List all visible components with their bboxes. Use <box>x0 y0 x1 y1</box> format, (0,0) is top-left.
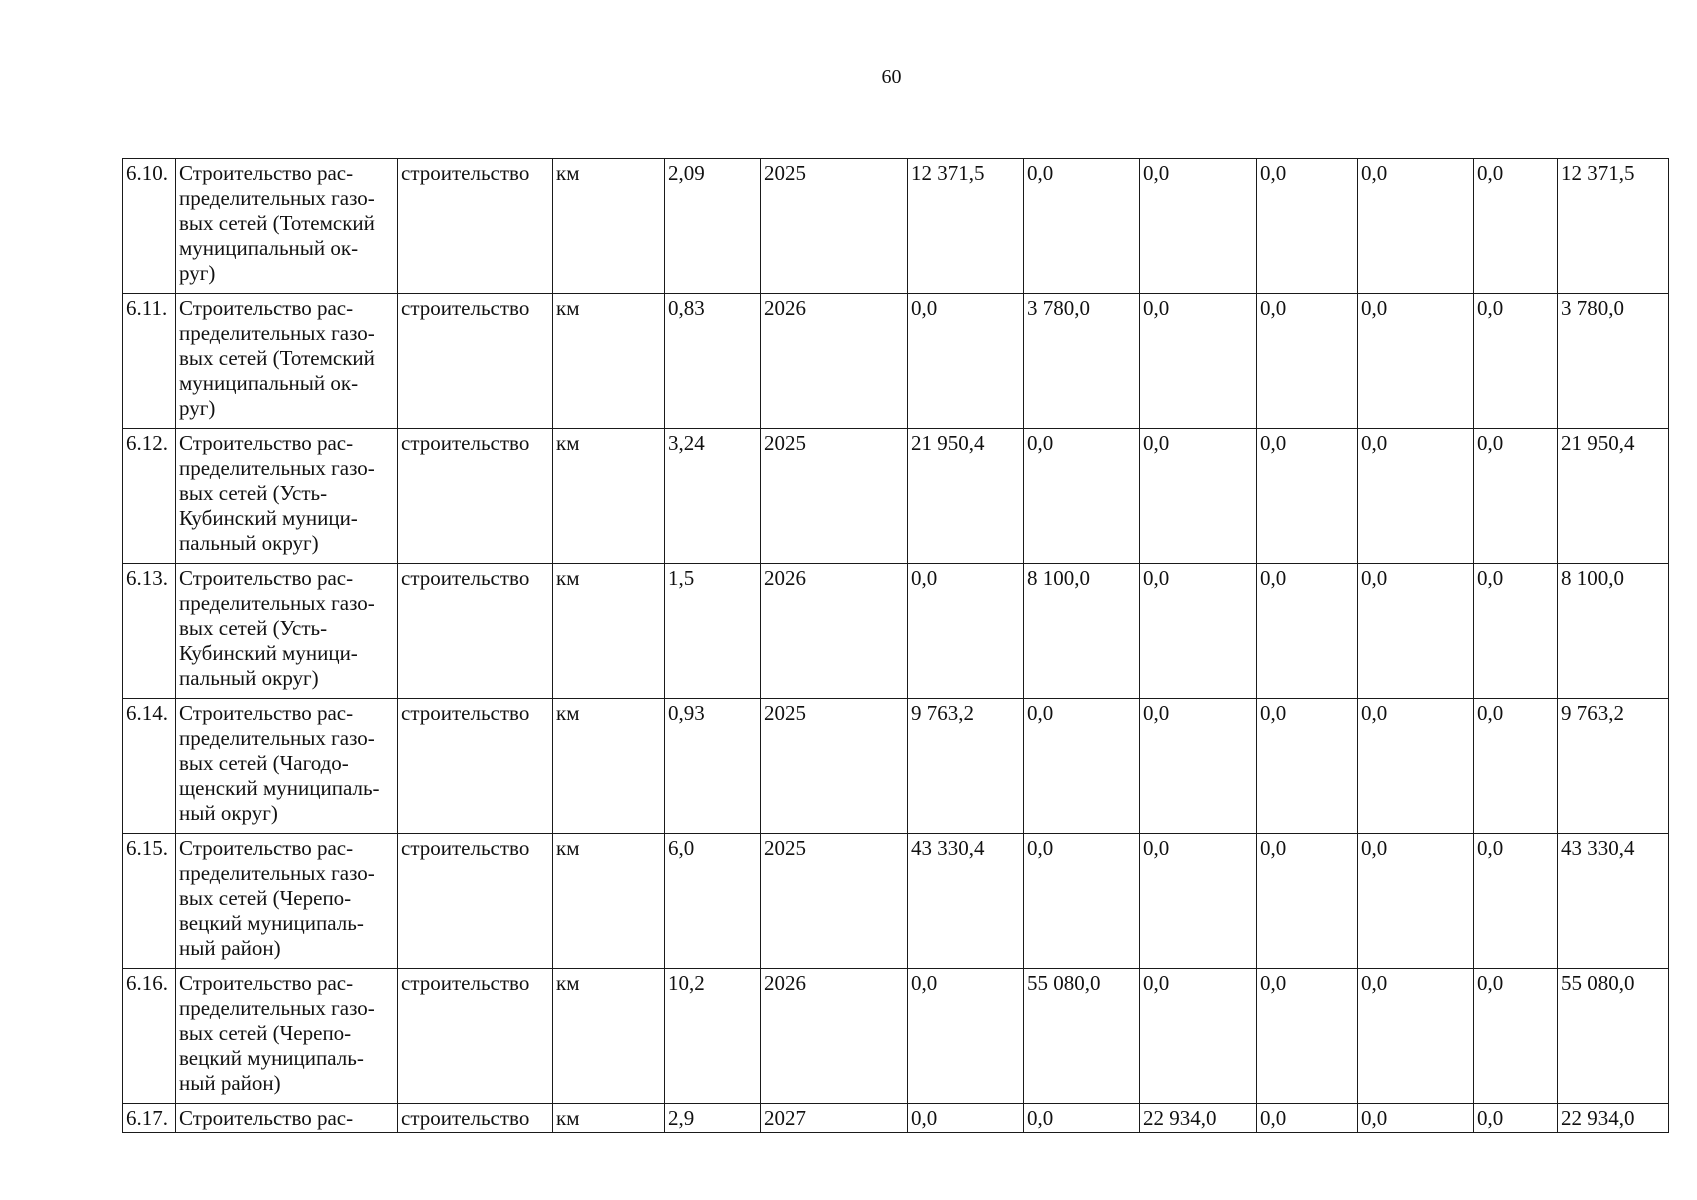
capacity-cell: 2,9 <box>665 1104 761 1133</box>
total-cell: 55 080,0 <box>1558 969 1669 1104</box>
object-name-line: руг) <box>179 261 216 285</box>
year-cell: 2025 <box>761 429 908 564</box>
total-cell: 8 100,0 <box>1558 564 1669 699</box>
value-2-cell: 8 100,0 <box>1024 564 1140 699</box>
work-type-cell: строительство <box>398 969 553 1104</box>
value-5-cell: 0,0 <box>1358 294 1474 429</box>
total-cell: 21 950,4 <box>1558 429 1669 564</box>
table-row <box>123 159 1669 294</box>
work-type-cell: строительство <box>398 834 553 969</box>
work-type-cell: строительство <box>398 294 553 429</box>
object-name-line: пределительных газо- <box>179 591 375 615</box>
value-3-cell: 0,0 <box>1140 699 1257 834</box>
object-name-line: вых сетей (Тотемский <box>179 211 375 235</box>
value-4-cell: 0,0 <box>1257 834 1358 969</box>
object-name-cell <box>176 294 398 429</box>
year-cell: 2025 <box>761 699 908 834</box>
work-type-cell: строительство <box>398 564 553 699</box>
object-name-line: Строительство рас- <box>179 566 354 590</box>
table-row <box>123 564 1669 699</box>
object-name-line: ный район) <box>179 936 281 960</box>
value-3-cell: 0,0 <box>1140 564 1257 699</box>
object-name-line: пальный округ) <box>179 531 319 555</box>
value-5-cell: 0,0 <box>1358 1104 1474 1133</box>
total-cell: 12 371,5 <box>1558 159 1669 294</box>
capacity-cell: 2,09 <box>665 159 761 294</box>
value-5-cell: 0,0 <box>1358 429 1474 564</box>
object-name-cell <box>176 969 398 1104</box>
unit-cell: км <box>553 699 665 834</box>
object-name-line: вых сетей (Усть- <box>179 481 328 505</box>
capacity-cell: 0,83 <box>665 294 761 429</box>
value-5-cell: 0,0 <box>1358 564 1474 699</box>
value-3-cell: 0,0 <box>1140 159 1257 294</box>
value-1-cell: 12 371,5 <box>908 159 1024 294</box>
object-name-line: муниципальный ок- <box>179 236 359 260</box>
capacity-cell: 3,24 <box>665 429 761 564</box>
object-name-line: щенский муниципаль- <box>179 776 380 800</box>
row-number-cell: 6.10. <box>123 159 176 294</box>
object-name-line: вых сетей (Тотемский <box>179 346 375 370</box>
value-6-cell: 0,0 <box>1474 699 1558 834</box>
value-3-cell: 22 934,0 <box>1140 1104 1257 1133</box>
object-name-line: вых сетей (Усть- <box>179 616 328 640</box>
value-4-cell: 0,0 <box>1257 969 1358 1104</box>
value-1-cell: 21 950,4 <box>908 429 1024 564</box>
capacity-cell: 6,0 <box>665 834 761 969</box>
object-name-line: Строительство рас- <box>179 836 354 860</box>
unit-cell: км <box>553 834 665 969</box>
object-name-line: Строительство рас- <box>179 431 354 455</box>
object-name-line: вецкий муниципаль- <box>179 1046 364 1070</box>
value-6-cell: 0,0 <box>1474 294 1558 429</box>
value-3-cell: 0,0 <box>1140 429 1257 564</box>
value-2-cell: 0,0 <box>1024 429 1140 564</box>
row-number-cell: 6.17. <box>123 1104 176 1133</box>
total-cell: 3 780,0 <box>1558 294 1669 429</box>
value-2-cell: 0,0 <box>1024 834 1140 969</box>
year-cell: 2025 <box>761 159 908 294</box>
object-name-line: пределительных газо- <box>179 726 375 750</box>
value-2-cell: 55 080,0 <box>1024 969 1140 1104</box>
object-name-line: пределительных газо- <box>179 456 375 480</box>
value-3-cell: 0,0 <box>1140 294 1257 429</box>
value-2-cell: 0,0 <box>1024 159 1140 294</box>
value-2-cell: 3 780,0 <box>1024 294 1140 429</box>
object-name-line: Строительство рас- <box>179 701 354 725</box>
object-name-line: Строительство рас- <box>179 1106 354 1130</box>
value-3-cell: 0,0 <box>1140 969 1257 1104</box>
object-name-cell <box>176 834 398 969</box>
row-number-cell: 6.14. <box>123 699 176 834</box>
year-cell: 2027 <box>761 1104 908 1133</box>
row-number-cell: 6.12. <box>123 429 176 564</box>
table-row <box>123 834 1669 969</box>
value-5-cell: 0,0 <box>1358 834 1474 969</box>
value-6-cell: 0,0 <box>1474 1104 1558 1133</box>
year-cell: 2025 <box>761 834 908 969</box>
value-5-cell: 0,0 <box>1358 159 1474 294</box>
value-6-cell: 0,0 <box>1474 564 1558 699</box>
object-name-line: Строительство рас- <box>179 971 354 995</box>
object-name-line: вецкий муниципаль- <box>179 911 364 935</box>
object-name-line: руг) <box>179 396 216 420</box>
table-body <box>123 159 1669 1133</box>
object-name-line: вых сетей (Черепо- <box>179 886 352 910</box>
value-5-cell: 0,0 <box>1358 699 1474 834</box>
year-cell: 2026 <box>761 969 908 1104</box>
row-number-cell: 6.13. <box>123 564 176 699</box>
object-name-line: ный округ) <box>179 801 278 825</box>
object-name-cell <box>176 1104 398 1133</box>
unit-cell: км <box>553 159 665 294</box>
investment-table <box>122 158 1669 1133</box>
value-1-cell: 43 330,4 <box>908 834 1024 969</box>
table-row <box>123 699 1669 834</box>
object-name-line: Строительство рас- <box>179 161 354 185</box>
unit-cell: км <box>553 1104 665 1133</box>
value-1-cell: 0,0 <box>908 969 1024 1104</box>
object-name-line: Строительство рас- <box>179 296 354 320</box>
value-4-cell: 0,0 <box>1257 699 1358 834</box>
value-4-cell: 0,0 <box>1257 564 1358 699</box>
unit-cell: км <box>553 429 665 564</box>
row-number-cell: 6.11. <box>123 294 176 429</box>
value-5-cell: 0,0 <box>1358 969 1474 1104</box>
value-1-cell: 0,0 <box>908 294 1024 429</box>
table-row <box>123 294 1669 429</box>
work-type-cell: строительство <box>398 699 553 834</box>
value-4-cell: 0,0 <box>1257 159 1358 294</box>
capacity-cell: 0,93 <box>665 699 761 834</box>
unit-cell: км <box>553 564 665 699</box>
capacity-cell: 1,5 <box>665 564 761 699</box>
value-1-cell: 0,0 <box>908 1104 1024 1133</box>
work-type-cell: строительство <box>398 429 553 564</box>
table-row <box>123 429 1669 564</box>
row-number-cell: 6.16. <box>123 969 176 1104</box>
object-name-cell <box>176 429 398 564</box>
value-6-cell: 0,0 <box>1474 429 1558 564</box>
unit-cell: км <box>553 294 665 429</box>
table-row <box>123 969 1669 1104</box>
object-name-line: ный район) <box>179 1071 281 1095</box>
capacity-cell: 10,2 <box>665 969 761 1104</box>
total-cell: 22 934,0 <box>1558 1104 1669 1133</box>
row-number-cell: 6.15. <box>123 834 176 969</box>
value-1-cell: 9 763,2 <box>908 699 1024 834</box>
work-type-cell: строительство <box>398 1104 553 1133</box>
object-name-line: муниципальный ок- <box>179 371 359 395</box>
value-4-cell: 0,0 <box>1257 1104 1358 1133</box>
object-name-line: вых сетей (Черепо- <box>179 1021 352 1045</box>
value-6-cell: 0,0 <box>1474 969 1558 1104</box>
year-cell: 2026 <box>761 294 908 429</box>
page-number: 60 <box>881 66 902 88</box>
value-6-cell: 0,0 <box>1474 834 1558 969</box>
total-cell: 9 763,2 <box>1558 699 1669 834</box>
value-3-cell: 0,0 <box>1140 834 1257 969</box>
object-name-cell <box>176 699 398 834</box>
object-name-line: Кубинский муници- <box>179 506 358 530</box>
value-4-cell: 0,0 <box>1257 429 1358 564</box>
object-name-cell <box>176 564 398 699</box>
table-row <box>123 1104 1669 1133</box>
work-type-cell: строительство <box>398 159 553 294</box>
year-cell: 2026 <box>761 564 908 699</box>
object-name-line: пределительных газо- <box>179 996 375 1020</box>
object-name-cell <box>176 159 398 294</box>
object-name-line: Кубинский муници- <box>179 641 358 665</box>
value-2-cell: 0,0 <box>1024 699 1140 834</box>
object-name-line: пальный округ) <box>179 666 319 690</box>
unit-cell: км <box>553 969 665 1104</box>
object-name-line: пределительных газо- <box>179 321 375 345</box>
value-4-cell: 0,0 <box>1257 294 1358 429</box>
value-2-cell: 0,0 <box>1024 1104 1140 1133</box>
value-6-cell: 0,0 <box>1474 159 1558 294</box>
object-name-line: пределительных газо- <box>179 186 375 210</box>
value-1-cell: 0,0 <box>908 564 1024 699</box>
object-name-line: пределительных газо- <box>179 861 375 885</box>
total-cell: 43 330,4 <box>1558 834 1669 969</box>
object-name-line: вых сетей (Чагодо- <box>179 751 349 775</box>
